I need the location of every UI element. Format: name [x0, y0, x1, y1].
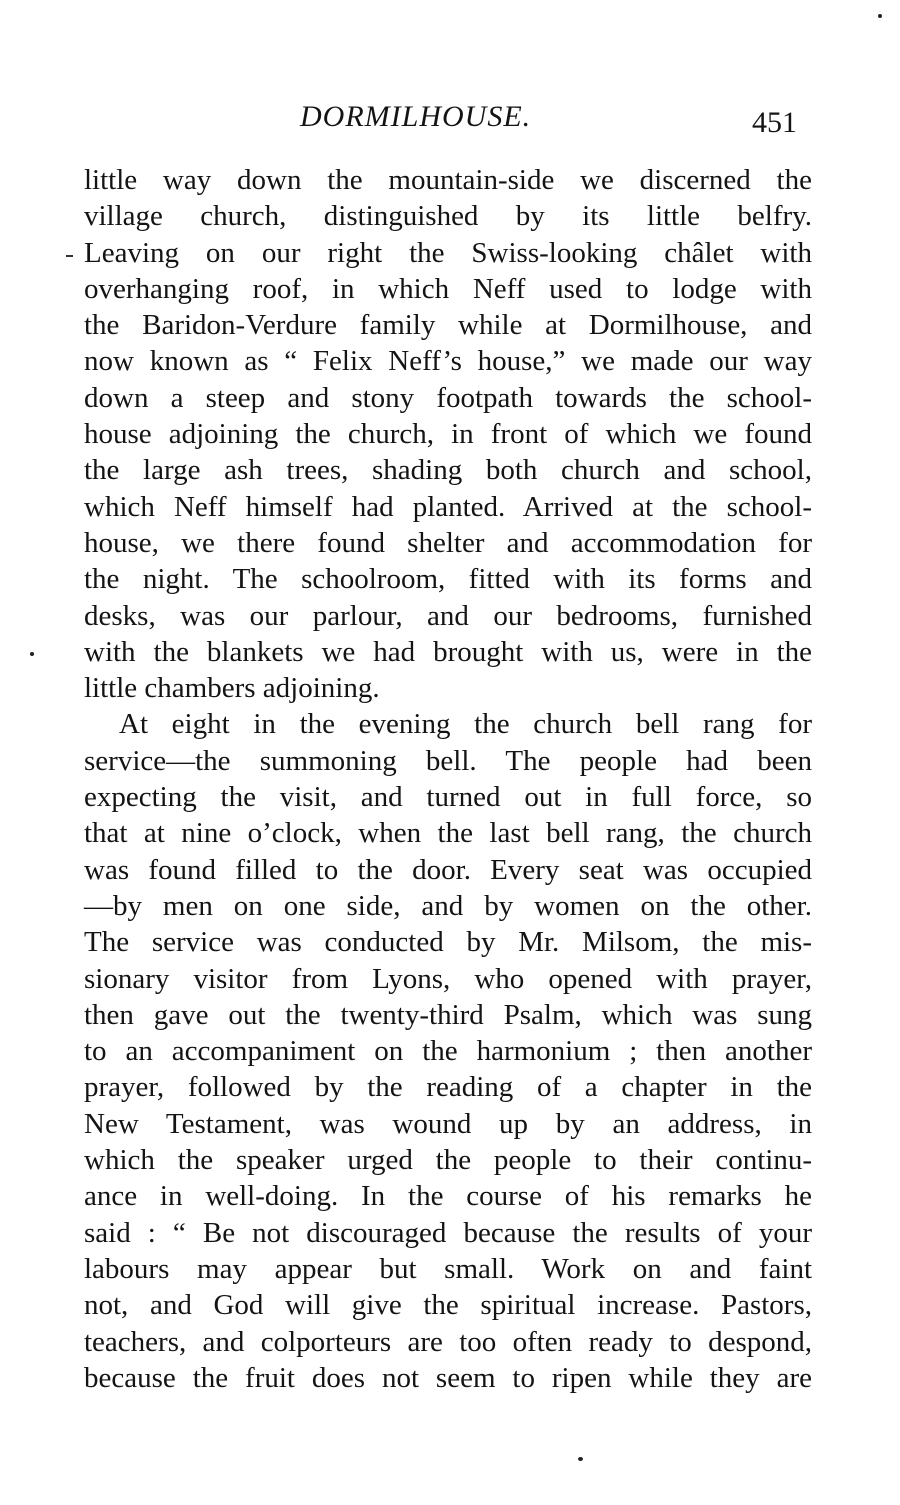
page-number: 451: [752, 106, 797, 139]
text-line: Leaving on our right the Swiss-looking châlet with: [84, 236, 812, 269]
text-line: little chambers adjoining.: [84, 672, 380, 705]
text-line: service—the summoning bell. The people had been: [84, 744, 812, 777]
speck-mark: [578, 1457, 583, 1461]
text-line: New Testament, was wound up by an address, in: [84, 1107, 812, 1140]
text-line: house adjoining the church, in front of which we found: [84, 418, 812, 451]
text-line: expecting the visit, and turned out in full force, so: [84, 781, 812, 814]
text-line: was found filled to the door. Every seat was occupied: [84, 853, 812, 886]
text-line: village church, distinguished by its little belfry.: [84, 200, 812, 233]
text-line: prayer, followed by the reading of a chapter in the: [84, 1071, 812, 1104]
text-line: said : “ Be not discouraged because the results of your: [84, 1216, 812, 1249]
text-line: down a steep and stony footpath towards the school-: [84, 381, 812, 414]
text-line: ance in well-doing. In the course of his remarks he: [84, 1180, 812, 1213]
text-line: desks, was our parlour, and our bedrooms, furnished: [84, 599, 812, 632]
text-line: that at nine o’clock, when the last bell rang, the church: [84, 817, 812, 850]
text-line: —by men on one side, and by women on the other.: [84, 889, 812, 922]
text-line: then gave out the twenty-third Psalm, which was sung: [84, 998, 812, 1031]
text-line: to an accompaniment on the harmonium ; then another: [84, 1035, 812, 1068]
body-text: [84, 162, 812, 1396]
speck-mark: [30, 652, 34, 656]
text-line: the large ash trees, shading both church and school,: [84, 454, 812, 487]
text-line: the night. The schoolroom, fitted with its forms and: [84, 563, 812, 596]
margin-mark: [66, 255, 73, 257]
text-line: not, and God will give the spiritual increase. Pastors,: [84, 1289, 812, 1322]
text-line: the Baridon-Verdure family while at Dormilhouse, and: [84, 309, 812, 342]
text-line: teachers, and colporteurs are too often ready to despond,: [84, 1325, 812, 1358]
text-line: with the blankets we had brought with us, were in the: [84, 635, 812, 668]
text-line: labours may appear but small. Work on and faint: [84, 1252, 812, 1285]
speck-mark: [878, 14, 882, 18]
text-line: little way down the mountain-side we discerned the: [84, 164, 812, 196]
text-line: overhanging roof, in which Neff used to lodge with: [84, 272, 812, 305]
text-line: sionary visitor from Lyons, who opened with prayer,: [84, 962, 812, 995]
text-line: now known as “ Felix Neff’s house,” we made our way: [84, 345, 812, 378]
running-title: DORMILHOUSE.: [300, 100, 532, 133]
text-line: which Neff himself had planted. Arrived at the school-: [84, 490, 812, 523]
text-line: At eight in the evening the church bell rang for: [119, 708, 812, 741]
text-line: because the fruit does not seem to ripen while they are: [84, 1361, 812, 1394]
text-line: The service was conducted by Mr. Milsom, the mis-: [84, 926, 812, 959]
text-line: house, we there found shelter and accommodation for: [84, 526, 812, 559]
text-line: which the speaker urged the people to their continu-: [84, 1144, 812, 1177]
